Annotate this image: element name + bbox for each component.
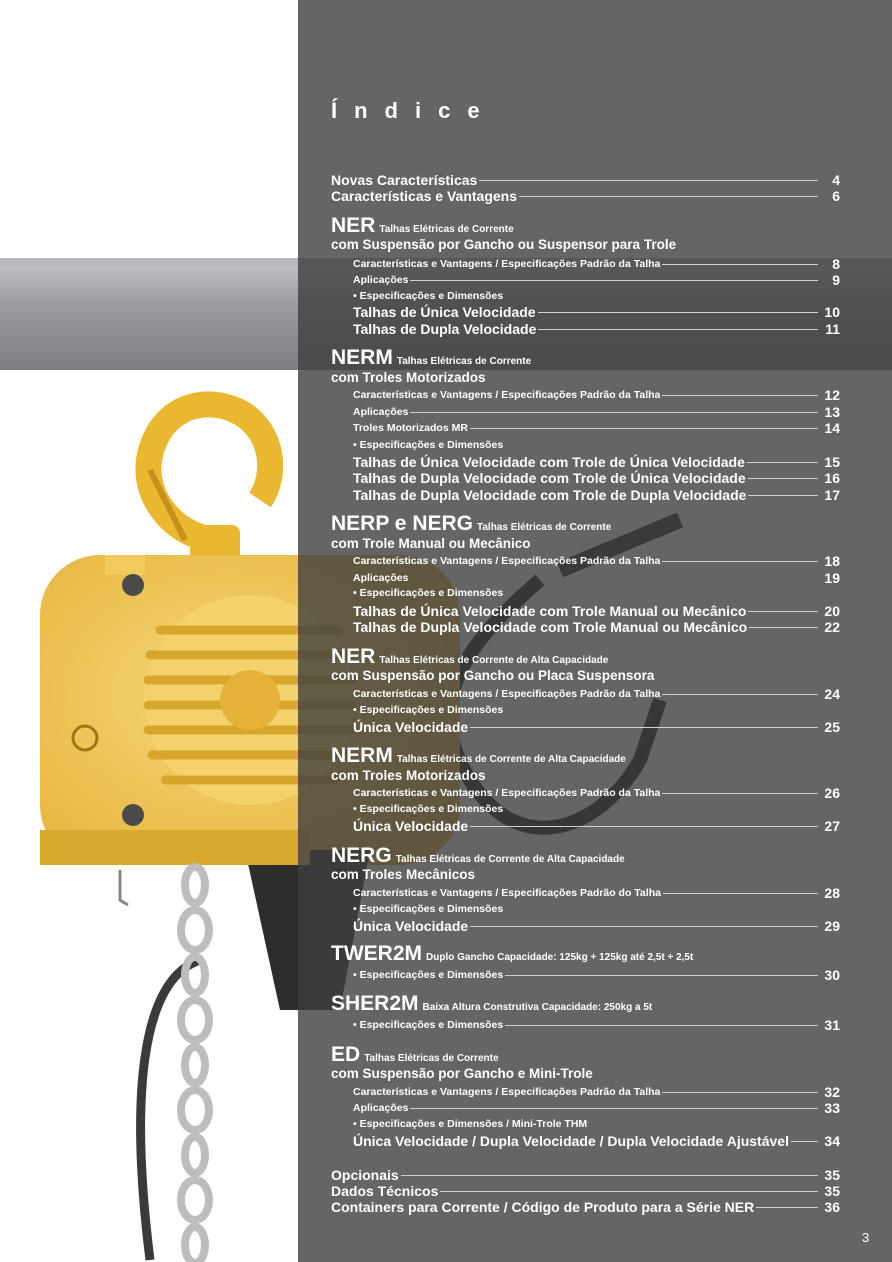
toc-entry-label: Características e Vantagens / Especificações Padrão do Talha — [353, 887, 661, 899]
section-heading — [331, 512, 611, 536]
toc-entry-label: Características e Vantagens / Especificações Padrão da Talha — [353, 258, 661, 270]
toc-leader-line — [538, 329, 818, 330]
toc-leader-line — [748, 611, 818, 612]
section-heading — [331, 645, 608, 669]
section-subtitle: com Suspensão por Gancho e Mini-Trole — [331, 1066, 593, 1081]
toc-leader-line — [747, 462, 818, 463]
toc-page-number: 9 — [832, 272, 840, 288]
toc-bullet-heading: • Especificações e Dimensões — [353, 290, 504, 302]
toc-entry-label: Opcionais — [331, 1167, 399, 1183]
toc-entry[interactable] — [0, 419, 892, 437]
section-model-name: NERM — [331, 346, 393, 369]
section-model-name: SHER2M — [331, 992, 419, 1015]
toc-page-number: 24 — [824, 686, 840, 702]
toc-page-number: 18 — [824, 553, 840, 569]
toc-entry-label: Dados Técnicos — [331, 1183, 439, 1199]
toc-entry-label: Características e Vantagens / Especificações Padrão da Talha — [353, 555, 661, 567]
toc-page-number: 29 — [824, 918, 840, 934]
toc-entry-label: Única Velocidade — [353, 818, 469, 834]
section-heading — [331, 992, 652, 1016]
toc-leader-line — [662, 793, 818, 794]
toc-leader-line — [440, 1191, 818, 1192]
toc-entry[interactable] — [0, 386, 892, 404]
toc-entry-label: Novas Características — [331, 172, 478, 188]
section-model-name: NERP e NERG — [331, 512, 473, 535]
toc-page-number: 34 — [824, 1133, 840, 1149]
toc-leader-line — [662, 1092, 818, 1093]
toc-leader-line — [470, 926, 818, 927]
toc-entry-label: Única Velocidade / Dupla Velocidade / Dupla Velocidade Ajustável — [353, 1133, 789, 1149]
section-subtitle: com Suspensão por Gancho ou Suspensor para Trole — [331, 237, 677, 252]
toc-bullet-heading: • Especificações e Dimensões — [353, 439, 504, 451]
section-heading — [331, 346, 531, 370]
toc-bullet-heading: • Especificações e Dimensões — [353, 587, 504, 599]
section-heading — [331, 942, 693, 966]
toc-entry-label: Containers para Corrente / Código de Produto para a Série NER — [331, 1199, 755, 1215]
toc-leader-line — [470, 826, 818, 827]
section-model-name: NER — [331, 645, 376, 668]
toc-page-number: 26 — [824, 785, 840, 801]
toc-leader-line — [410, 280, 818, 281]
toc-page-number: 6 — [832, 188, 840, 204]
toc-page-number: 4 — [832, 172, 840, 188]
toc-leader-line — [662, 264, 818, 265]
section-model-name: NERM — [331, 744, 393, 767]
toc-leader-line — [519, 196, 818, 197]
toc-entry-label: Talhas de Única Velocidade — [353, 304, 536, 320]
toc-page-number: 12 — [824, 387, 840, 403]
toc-leader-line — [410, 1108, 818, 1109]
toc-bullet-heading: • Especificações e Dimensões / Mini-Trole THM — [353, 1118, 588, 1130]
toc-page-number: 28 — [824, 885, 840, 901]
section-subtitle: com Suspensão por Gancho ou Placa Suspensora — [331, 668, 655, 683]
toc-entry-label: Talhas de Única Velocidade com Trole de Única Velocidade — [353, 454, 745, 470]
toc-leader-line — [663, 893, 818, 894]
toc-leader-line — [505, 1025, 818, 1026]
toc-page-number: 14 — [824, 420, 840, 436]
toc-leader-line — [756, 1207, 818, 1208]
toc-page-number: 30 — [824, 967, 840, 983]
toc-entry-label: Aplicações — [353, 274, 409, 286]
toc-page-number: 36 — [824, 1199, 840, 1215]
toc-leader-line — [748, 478, 818, 479]
toc-page-number: 31 — [824, 1017, 840, 1033]
toc-entry-label: Talhas de Dupla Velocidade com Trole de Dupla Velocidade — [353, 487, 747, 503]
toc-entry[interactable] — [0, 552, 892, 570]
toc-entry[interactable] — [0, 1099, 892, 1117]
section-description: Talhas Elétricas de Corrente de Alta Capacidade — [396, 754, 626, 765]
toc-entry-label: Aplicações — [353, 1102, 409, 1114]
toc-entry[interactable] — [0, 320, 892, 338]
section-model-name: NER — [331, 214, 376, 237]
toc-entry[interactable] — [0, 1198, 892, 1216]
toc-entry[interactable] — [0, 784, 892, 802]
toc-entry[interactable] — [0, 685, 892, 703]
toc-leader-line — [791, 1141, 818, 1142]
section-model-name: TWER2M — [331, 942, 422, 965]
toc-bullet-heading: • Especificações e Dimensões — [353, 704, 504, 716]
toc-entry[interactable] — [0, 303, 892, 321]
toc-entry-label: Única Velocidade — [353, 719, 469, 735]
toc-entry-label: Aplicações — [353, 572, 409, 584]
section-description: Talhas Elétricas de Corrente de Alta Capacidade — [395, 854, 625, 865]
toc-leader-line — [410, 412, 818, 413]
toc-entry[interactable] — [0, 1132, 892, 1150]
toc-entry[interactable] — [0, 271, 892, 289]
toc-page-number: 15 — [824, 454, 840, 470]
section-model-name: ED — [331, 1043, 361, 1066]
toc-entry[interactable] — [0, 1016, 892, 1034]
toc-entry-label: • Especificações e Dimensões — [353, 1019, 504, 1031]
toc-leader-line — [749, 627, 818, 628]
toc-page-number: 35 — [824, 1167, 840, 1183]
toc-leader-line — [479, 180, 818, 181]
toc-page-number: 20 — [824, 603, 840, 619]
section-description: Talhas Elétricas de Corrente — [477, 522, 612, 533]
toc-entry[interactable] — [0, 966, 892, 984]
toc-bullet-heading: • Especificações e Dimensões — [353, 803, 504, 815]
toc-entry[interactable] — [0, 718, 892, 736]
section-description: Duplo Gancho Capacidade: 125kg + 125kg até 2,5t + 2,5t — [426, 952, 694, 963]
toc-entry-label: Características e Vantagens / Especificações Padrão da Talha — [353, 389, 661, 401]
section-heading — [331, 844, 625, 868]
toc-page-number: 11 — [825, 321, 840, 337]
toc-entry-label: Talhas de Dupla Velocidade — [353, 321, 537, 337]
toc-entry[interactable] — [0, 884, 892, 902]
page-number: 3 — [862, 1230, 870, 1245]
section-model-name: NERG — [331, 844, 392, 867]
section-description: Baixa Altura Construtiva Capacidade: 250kg a 5t — [422, 1002, 653, 1013]
toc-entry-label: Características e Vantagens / Especificações Padrão da Talha — [353, 688, 661, 700]
toc-page-number: 33 — [824, 1100, 840, 1116]
toc-entry[interactable] — [0, 486, 892, 504]
toc-page-number: 35 — [824, 1183, 840, 1199]
toc-page-number: 8 — [832, 256, 840, 272]
section-heading — [331, 744, 626, 768]
section-subtitle: com Troles Motorizados — [331, 370, 486, 385]
toc-leader-line — [662, 395, 818, 396]
toc-page-number: 13 — [824, 404, 840, 420]
section-heading — [331, 214, 514, 238]
section-description: Talhas Elétricas de Corrente de Alta Capacidade — [379, 655, 609, 666]
section-heading — [331, 1043, 499, 1067]
toc-entry-label: • Especificações e Dimensões — [353, 969, 504, 981]
toc-leader-line — [662, 561, 818, 562]
toc-entry-label: Aplicações — [353, 406, 409, 418]
toc-leader-line — [401, 1175, 818, 1176]
toc-entry[interactable] — [0, 618, 892, 636]
toc-leader-line — [410, 578, 818, 579]
toc-entry[interactable] — [0, 469, 892, 487]
toc-entry-label: Troles Motorizados MR — [353, 422, 468, 434]
toc-entry-label: Talhas de Dupla Velocidade com Trole de Única Velocidade — [353, 470, 746, 486]
section-description: Talhas Elétricas de Corrente — [379, 224, 514, 235]
toc-leader-line — [505, 975, 818, 976]
index-title: Índice — [331, 98, 497, 123]
section-subtitle: com Troles Mecânicos — [331, 867, 476, 882]
section-subtitle: com Troles Motorizados — [331, 768, 486, 783]
toc-bullet-heading: • Especificações e Dimensões — [353, 903, 504, 915]
toc-page-number: 27 — [824, 818, 840, 834]
toc-leader-line — [470, 727, 818, 728]
toc-entry-label: Única Velocidade — [353, 918, 469, 934]
toc-page-number: 17 — [824, 487, 840, 503]
toc-entry-label: Características e Vantagens / Especificações Padrão da Talha — [353, 787, 661, 799]
toc-entry[interactable] — [0, 917, 892, 935]
toc-leader-line — [470, 428, 818, 429]
toc-entry-label: Talhas de Única Velocidade com Trole Manual ou Mecânico — [353, 603, 747, 619]
toc-page-number: 19 — [824, 570, 840, 586]
toc-entry[interactable] — [0, 817, 892, 835]
toc-page-number: 32 — [824, 1084, 840, 1100]
toc-page-number: 25 — [824, 719, 840, 735]
toc-leader-line — [748, 495, 818, 496]
section-description: Talhas Elétricas de Corrente — [364, 1053, 499, 1064]
toc-page-number: 16 — [824, 470, 840, 486]
toc-entry-label: Talhas de Dupla Velocidade com Trole Manual ou Mecânico — [353, 619, 748, 635]
toc-entry-label: Características e Vantagens — [331, 188, 517, 204]
toc-page-number: 10 — [824, 304, 840, 320]
toc-leader-line — [662, 694, 818, 695]
toc-page-number: 22 — [824, 619, 840, 635]
toc-entry-label: Características e Vantagens / Especificações Padrão da Talha — [353, 1086, 661, 1098]
toc-leader-line — [538, 312, 818, 313]
toc-entry[interactable] — [0, 569, 892, 587]
toc-entry[interactable] — [0, 187, 892, 205]
section-description: Talhas Elétricas de Corrente — [396, 356, 532, 367]
section-subtitle: com Trole Manual ou Mecânico — [331, 536, 531, 551]
